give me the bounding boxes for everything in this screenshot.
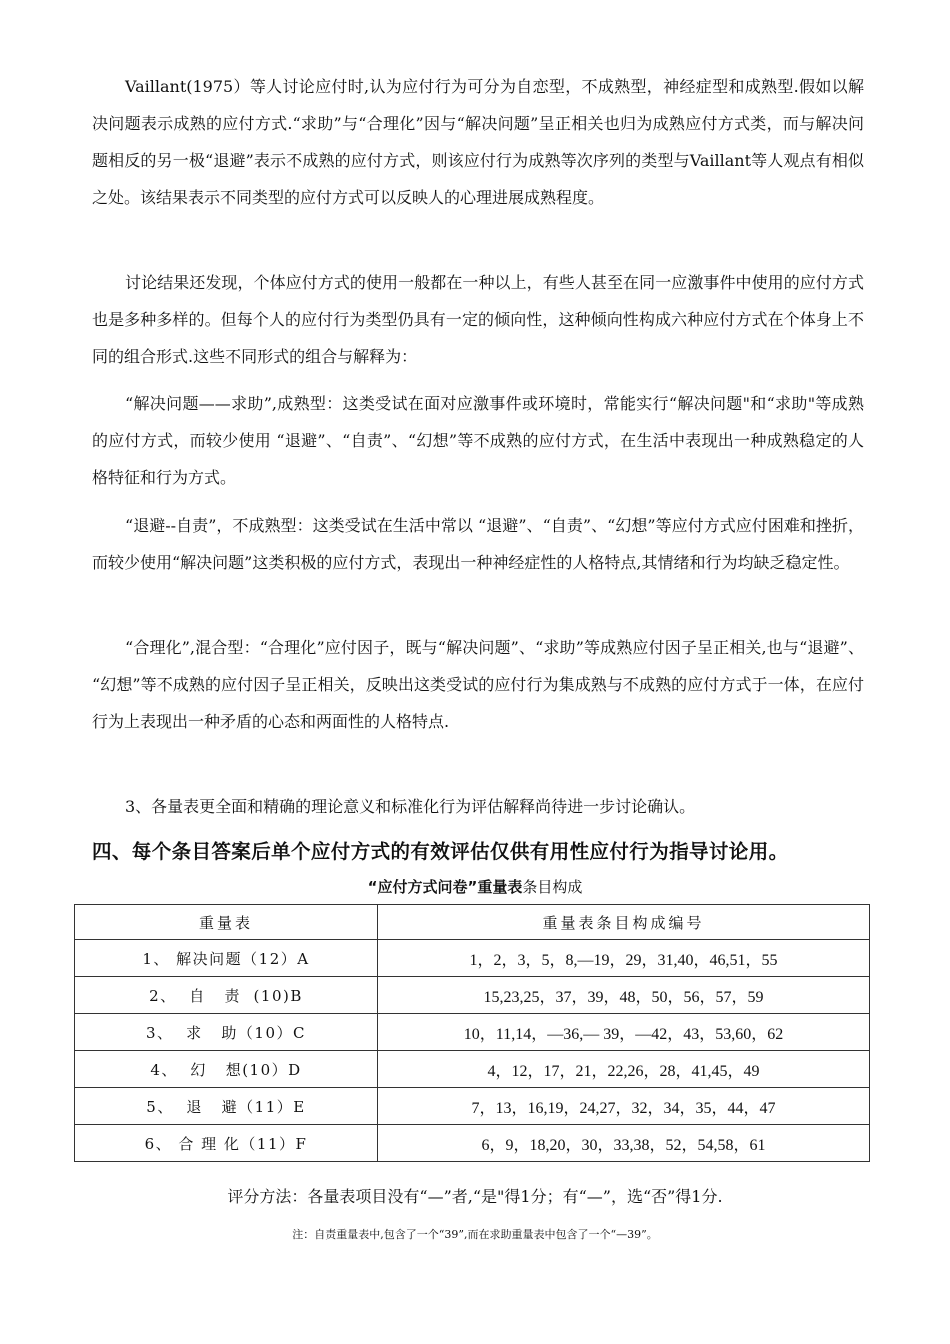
section-heading: 四、每个条目答案后单个应付方式的有效评估仅供有用性应付行为指导讨论用。 xyxy=(92,840,789,863)
paragraph-mixed-type: “合理化”,混合型：“合理化”应付因子，既与“解决问题”、“求助”等成熟应付因子呈正相关,也与“退避”、 “幻想”等不成熟的应付因子呈正相关，反映出这类受试的应付行为集成熟与不成熟的应付方式于一体，在应付行为上表现出一种矛盾的心态和两面性的人格特点. xyxy=(92,638,864,731)
paragraph-mature-type: “解决问题——求助”,成熟型：这类受试在面对应激事件或环境时，常能实行“解决问题"和“求助"等成熟的应付方式，而较少使用 “退避”、“自责”、“幻想”等不成熟的应付方式，在生活中表现出一种成熟稳定的人格特征和行为方式。 xyxy=(92,394,864,487)
table-row xyxy=(75,977,870,1014)
subscale-items: 6，9，18,20，30，33,38，52，54,58，61 xyxy=(378,1125,870,1162)
table-row xyxy=(75,1125,870,1162)
paragraph-immature-type: “退避--自责”，不成熟型：这类受试在生活中常以 “退避”、“自责”、“幻想”等应付方式应付困难和挫折，而较少使用“解决问题”这类积极的应付方式，表现出一种神经症性的人格特点,其情绪和行为均缺乏稳定性。 xyxy=(92,516,864,572)
table-row xyxy=(75,1014,870,1051)
subscale-items: 15,23,25，37，39，48，50，56，57，59 xyxy=(378,977,870,1014)
subscale-items: 10，11,14，—36,— 39，—42，43，53,60，62 xyxy=(378,1014,870,1051)
table-row xyxy=(75,1051,870,1088)
scoring-method: 评分方法：各量表项目没有“—”者,“是"得1分；有“—”，选“否”得1分. xyxy=(227,1187,723,1206)
paragraph-point-3: 3、各量表更全面和精确的理论意义和标准化行为评估解释尚待进一步讨论确认。 xyxy=(125,797,696,816)
subscale-name: 3、 求 助（10）C xyxy=(75,1014,378,1051)
subscale-name: 2、 自 责 (10)B xyxy=(75,977,378,1014)
table-header-row xyxy=(75,905,870,940)
table-caption xyxy=(0,876,950,897)
paragraph-vaillant: Vaillant(1975）等人讨论应付时,认为应付行为可分为自恋型，不成熟型，神经症型和成熟型.假如以解决问题表示成熟的应付方式.“求助”与“合理化”因与“解决问题”呈正相关也归为成熟应付方式类，而与解决问题相反的另一极“退避”表示不成熟的应付方式，则该应付行为成熟等次序列的类型与Vaillant等人观点有相似之处。该结果表示不同类型的应付方式可以反映人的心理进展成熟程度。 xyxy=(92,77,864,207)
subscale-name: 4、 幻 想(10）D xyxy=(75,1051,378,1088)
subscale-items: 7，13，16,19，24,27，32，34，35，44，47 xyxy=(378,1088,870,1125)
table-row xyxy=(75,940,870,977)
subscale-name: 1、 解决问题（12）A xyxy=(75,940,378,977)
table-caption-rest: 条目构成 xyxy=(522,878,583,896)
subscale-name: 6、 合 理 化（11）F xyxy=(75,1125,378,1162)
table-caption-bold: “应付方式问卷”重量表 xyxy=(367,878,523,896)
header-subscale: 重量表 xyxy=(75,905,378,940)
header-item-numbers: 重量表条目构成编号 xyxy=(378,905,870,940)
subscale-name: 5、 退 避（11）E xyxy=(75,1088,378,1125)
paragraph-discussion-results: 讨论结果还发现，个体应付方式的使用一般都在一种以上，有些人甚至在同一应激事件中使用的应付方式也是多种多样的。但每个人的应付行为类型仍具有一定的倾向性，这种倾向性构成六种应付方式在个体身上不同的组合形式.这些不同形式的组合与解释为： xyxy=(92,273,864,366)
table-footnote: 注：自责重量表中,包含了一个“39”,而在求助重量表中包含了一个“—39”。 xyxy=(292,1228,658,1241)
subscale-items: 4，12，17，21，22,26，28，41,45，49 xyxy=(378,1051,870,1088)
table-row xyxy=(75,1088,870,1125)
subscale-items: 1，2，3，5，8,—19，29，31,40，46,51，55 xyxy=(378,940,870,977)
subscale-table xyxy=(74,904,870,1162)
